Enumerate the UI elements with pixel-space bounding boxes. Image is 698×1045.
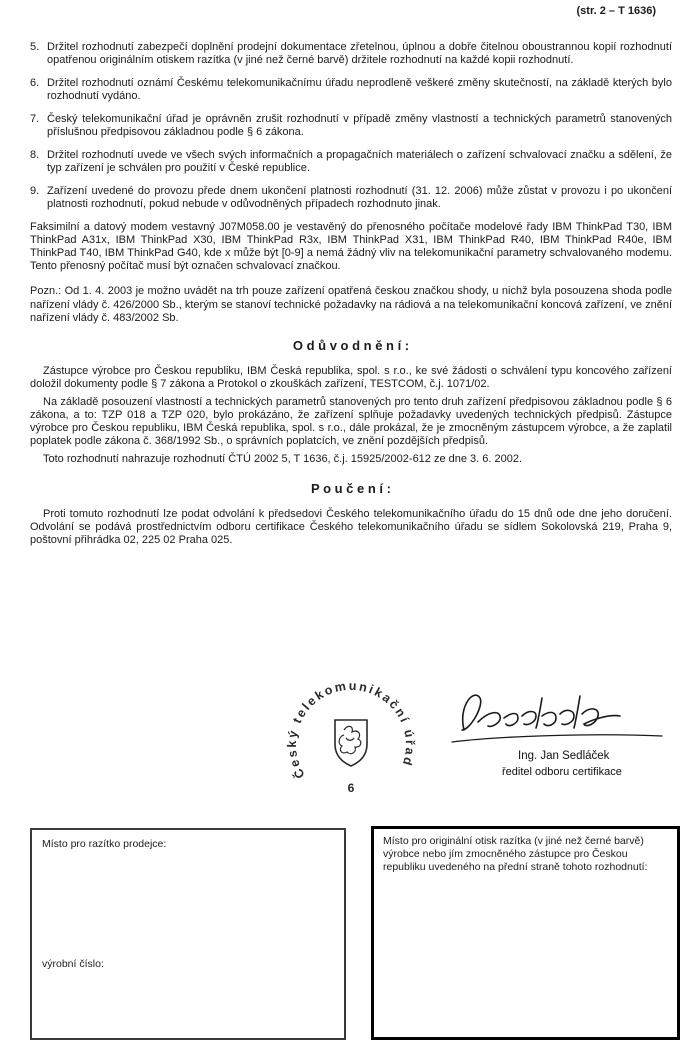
signatory-title: ředitel odboru certifikace [502, 766, 622, 778]
clause-5-text: Držitel rozhodnutí zabezpečí doplnění prodejní dokumentace zřetelnou, úplnou a dobře čitelnou oboustrannou kopií rozhodnutí opatřenou originálním otiskem razítka (v jiné než černé barvě) držitele rozhodnutí na každé kopii rozhodnutí. [47, 41, 672, 66]
justification-paragraph-1: Zástupce výrobce pro Českou republiku, IBM Česká republika, spol. s r.o., ke své žádosti o schválení typu koncového zařízení doložil dokumenty podle § 7 zákona a Protokol o zkouškách zařízení, TESTCOM, č.j. 1071/02. [30, 364, 672, 390]
clause-9 [30, 185, 672, 211]
manufacturer-stamp-label: Místo pro originální otisk razítka (v jiné než černé barvě) výrobce nebo jím zmocněného zástupce pro Českou republiku uvedeného na přední straně tohoto rozhodnutí: [383, 835, 648, 873]
note-paragraph: Pozn.: Od 1. 4. 2003 je možno uvádět na trh pouze zařízení opatřená českou značkou shody, u nichž byla posouzena shoda podle nařízení vlády č. 426/2000 Sb., kterým se stanoví technické požadavky na rádiová a na telekomunikační koncová zařízení, ve znění nařízení vlády č. 483/2002 Sb. [30, 285, 672, 324]
handwritten-signature-icon [450, 686, 665, 753]
stamp-number: 6 [347, 781, 355, 795]
clause-6 [30, 77, 672, 103]
justification-paragraph-2: Na základě posouzení vlastností a technických parametrů stanovených pro tento druh zařízení předpisovou základnou podle § 6 zákona, a to: TZP 018 a TZP 020, bylo prokázáno, že zařízení splňuje požadavky uvedených technických předpisů. Zástupce výrobce pro Českou republiku, IBM Česká republika, spol. s r.o., dále prokázal, že je zmocněným zástupcem výrobce, a že zaplatil poplatek podle zákona č. 368/1992 Sb., o správních poplatcích, ve znění pozdějších předpisů. [30, 395, 672, 447]
clause-8-number: 8. [30, 149, 40, 161]
modem-description-paragraph: Faksimilní a datový modem vestavný J07M058.00 je vestavěný do přenosného počítače modelové řady IBM ThinkPad T30, IBM ThinkPad A31x, IBM ThinkPad X30, IBM ThinkPad R3x, IBM ThinkPad X31, IBM ThinkPad R40, IBM ThinkPad R40e, IBM ThinkPad T40, IBM ThinkPad G40, kde x může být [0-9] a nemá žádný vliv na telekomunikační parametry schvalovaného modemu. Tento přenosný počítač musí být označen schvalovací značkou. [30, 221, 672, 272]
dealer-stamp-box [30, 828, 346, 1040]
dealer-stamp-label: Místo pro razítko prodejce: [42, 838, 167, 850]
page-reference: (str. 2 – T 1636) [576, 5, 656, 17]
official-round-stamp [278, 678, 426, 826]
justification-paragraph-3: Toto rozhodnutí nahrazuje rozhodnutí ČTÚ 2002 5, T 1636, č.j. 15925/2002-612 ze dne 3. 6. 2002. [43, 452, 523, 465]
coat-of-arms-icon [335, 720, 367, 766]
serial-number-label: výrobní číslo: [42, 958, 104, 970]
stamp-ring-text: Český telekomunikační úřad [284, 678, 418, 781]
clause-6-number: 6. [30, 77, 40, 89]
clause-8 [30, 149, 672, 175]
stamp-graphic [278, 678, 426, 826]
clause-5-number: 5. [30, 41, 40, 53]
clause-9-number: 9. [30, 185, 40, 197]
clause-7 [30, 113, 672, 139]
clause-9-text: Zařízení uvedené do provozu přede dnem ukončení platnosti rozhodnutí (31. 12. 2006) může zůstat v provozu i po ukončení platnosti rozhodnutí, pokud nebude v odůvodněných případech rozhodnuto jinak. [47, 185, 672, 210]
clause-6-text: Držitel rozhodnutí oznámí Českému telekomunikačnímu úřadu neprodleně veškeré změny skutečností, na základě kterých bylo rozhodnutí vydáno. [47, 77, 672, 102]
clause-7-text: Český telekomunikační úřad je oprávněn zrušit rozhodnutí v případě změny vlastností a technických parametrů stanovených příslušnou předpisovou základnou podle § 6 zákona. [47, 113, 672, 138]
justification-heading: O d ů v o d n ě n í : [292, 337, 410, 353]
manufacturer-stamp-box [371, 826, 680, 1040]
clause-7-number: 7. [30, 113, 40, 125]
clause-5 [30, 41, 672, 67]
clause-8-text: Držitel rozhodnutí uvede ve všech svých informačních a propagačních materiálech o zařízení schvalovací značku a sdělení, že typ zařízení je schválen pro použití v České republice. [47, 149, 672, 174]
appeal-notice-paragraph: Proti tomuto rozhodnutí lze podat odvolání k předsedovi Českého telekomunikačního úřadu do 15 dnů ode dne jeho doručení. Odvolání se podává prostřednictvím odboru certifikace Českého telekomunikačního úřadu se sídlem Sokolovská 219, Praha 9, poštovní přihrádka 02, 225 02 Praha 025. [30, 507, 672, 546]
appeal-notice-heading: P o u č e n í : [311, 480, 391, 496]
signatory-name: Ing. Jan Sedláček [518, 750, 610, 762]
